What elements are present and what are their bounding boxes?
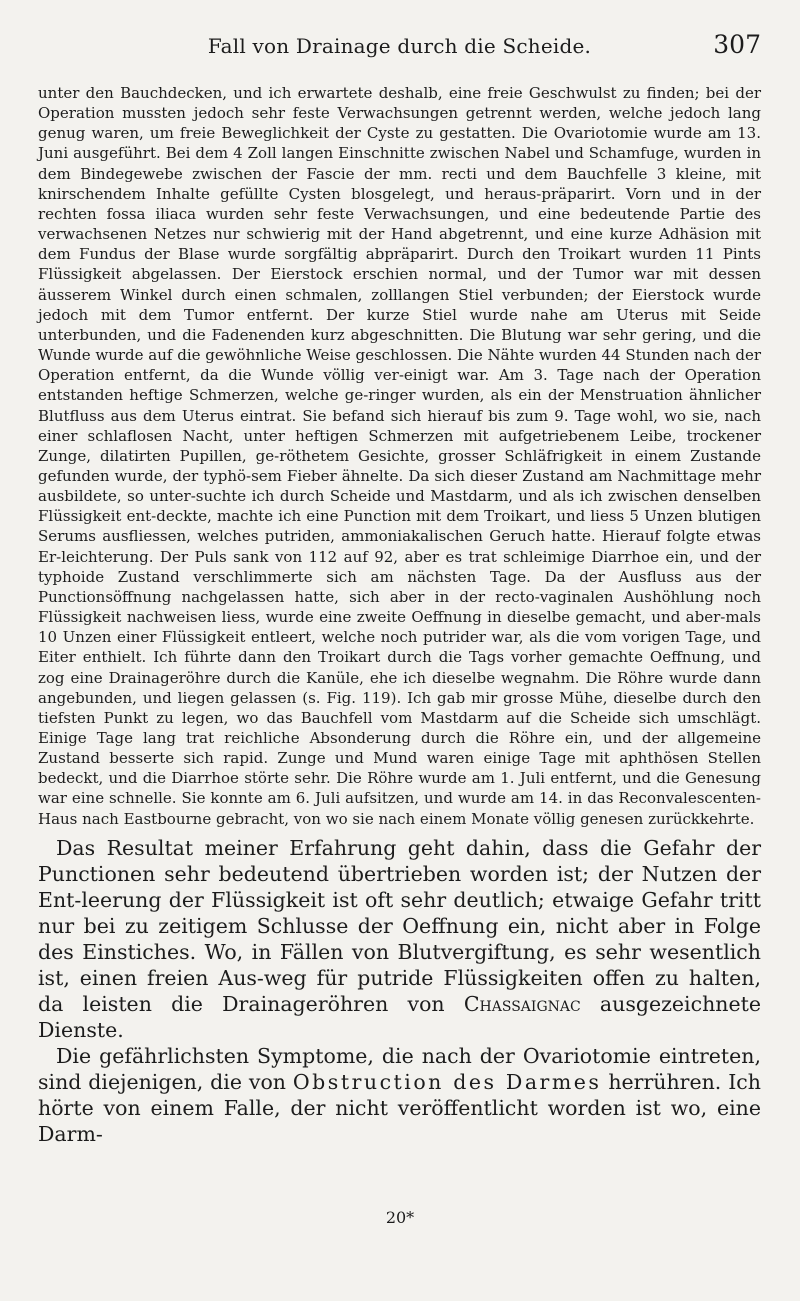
conclusion-paragraph (38, 835, 761, 1043)
case-report-paragraph: unter den Bauchdecken, und ich erwartete deshalb, eine freie Geschwulst zu finden; bei der Operation mussten jedoch sehr feste Verwachsungen getrennt werden, welche jedoch lang genug waren, um freie Beweglichkeit der Cyste zu gestatten. Die Ovariotomie wurde am 13. Juni ausgeführt. Bei dem 4 Zoll langen Einschnitte zwischen Nabel und Schamfuge, wurden in dem Bindegewebe zwischen der Fascie der mm. recti und dem Bauchfelle 3 kleine, mit knirschendem Inhalte gefüllte Cysten blosgelegt, und heraus-präparirt. Vorn und in der rechten fossa iliaca wurden sehr feste Verwachsungen, und eine bedeutende Partie des verwachsenen Netzes nur schwierig mit der Hand abgetrennt, und eine kurze Adhäsion mit dem Fundus der Blase wurde sorgfältig abpräparirt. Durch den Troikart wurden 11 Pints Flüssigkeit abgelassen. Der Eierstock erschien normal, und der Tumor war mit dessen äusserem Winkel durch einen schmalen, zolllangen Stiel verbunden; der Eierstock wurde jedoch mit dem Tumor entfernt. Der kurze Stiel wurde nahe am Uterus mit Seide unterbunden, und die Fadenenden kurz abgeschnitten. Die Blutung war sehr gering, und die Wunde wurde auf die gewöhnliche Weise geschlossen. Die Nähte wurden 44 Stunden nach der Operation entfernt, da die Wunde völlig ver-einigt war. Am 3. Tage nach der Operation entstanden heftige Schmerzen, welche ge-ringer wurden, als ein der Menstruation ähnlicher Blutfluss aus dem Uterus eintrat. Sie befand sich hierauf bis zum 9. Tage wohl, wo sie, nach einer schlaflosen Nacht, unter heftigen Schmerzen mit aufgetriebenem Leibe, trockener Zunge, dilatirten Pupillen, ge-röthetem Gesichte, grosser Schläfrigkeit in einem Zustande gefunden wurde, der typhö-sem Fieber ähnelte. Da sich dieser Zustand am Nachmittage mehr ausbildete, so unter-suchte ich durch Scheide und Mastdarm, und als ich zwischen denselben Flüssigkeit ent-deckte, machte ich eine Punction mit dem Troikart, und liess 5 Unzen blutigen Serums ausfliessen, welches putriden, ammoniakalischen Geruch hatte. Hierauf folgte etwas Er-leichterung. Der Puls sank von 112 auf 92, aber es trat schleimige Diarrhoe ein, und der typhoide Zustand verschlimmerte sich am nächsten Tage. Da der Ausfluss aus der Punctionsöffnung nachgelassen hatte, sich aber in der recto-vaginalen Aushöhlung noch Flüssigkeit nachweisen liess, wurde eine zweite Oeffnung in dieselbe gemacht, und aber-mals 10 Unzen einer Flüssigkeit entleert, welche noch putrider war, als die vom vorigen Tage, und Eiter enthielt. Ich führte dann den Troikart durch die Tags vorher gemachte Oeffnung, und zog eine Drainageröhre durch die Kanüle, ehe ich dieselbe wegnahm. Die Röhre wurde dann angebunden, und liegen gelassen (s. Fig. 119). Ich gab mir grosse Mühe, dieselbe durch den tiefsten Punkt zu legen, wo das Bauchfell vom Mastdarm auf die Scheide sich umschlägt. Einige Tage lang trat reichliche Absonderung durch die Röhre ein, und der allgemeine Zustand besserte sich rapid. Zunge und Mund waren einige Tage mit aphthösen Stellen bedeckt, und die Diarrhoe störte sehr. Die Röhre wurde am 1. Juli entfernt, und die Genesung war eine schnelle. Sie konnte am 6. Juli aufsitzen, und wurde am 14. in das Reconvalescenten-Haus nach Eastbourne gebracht, von wo sie nach einem Monate völlig genesen zurückkehrte. (38, 84, 761, 828)
symptoms-paragraph (38, 1043, 761, 1147)
emphasized-term: Obstruction des Darmes (292, 1069, 602, 1094)
running-head (38, 30, 761, 74)
author-name: Chassaignac (463, 991, 581, 1016)
signature-mark: 20* (385, 1208, 415, 1227)
conclusion-text-end: ausgezeichnete Dienste. (38, 991, 761, 1042)
symptoms-text-end: herrühren. Ich hörte von einem Falle, der nicht veröffentlicht worden ist wo, eine Darm- (38, 1069, 761, 1146)
symptoms-text: Die gefährlichsten Symptome, die nach der Ovariotomie eintreten, sind diejenigen, die von (38, 1043, 761, 1094)
running-title: Fall von Drainage durch die Scheide. (207, 34, 592, 58)
conclusion-text: Das Resultat meiner Erfahrung geht dahin, dass die Gefahr der Punctionen sehr bedeutend übertrieben worden ist; der Nutzen der Ent-leerung der Flüssigkeit ist oft sehr deutlich; etwaige Gefahr tritt nur bei zu zeitigem Schlusse der Oeffnung ein, nicht aber in Folge des Einstiches. Wo, in Fällen von Blutvergiftung, es sehr wesentlich ist, einen freien Aus-weg für putride Flüssigkeiten offen zu halten, da leisten die Drainageröhren von (38, 835, 761, 1016)
page-number: 307 (713, 30, 761, 59)
